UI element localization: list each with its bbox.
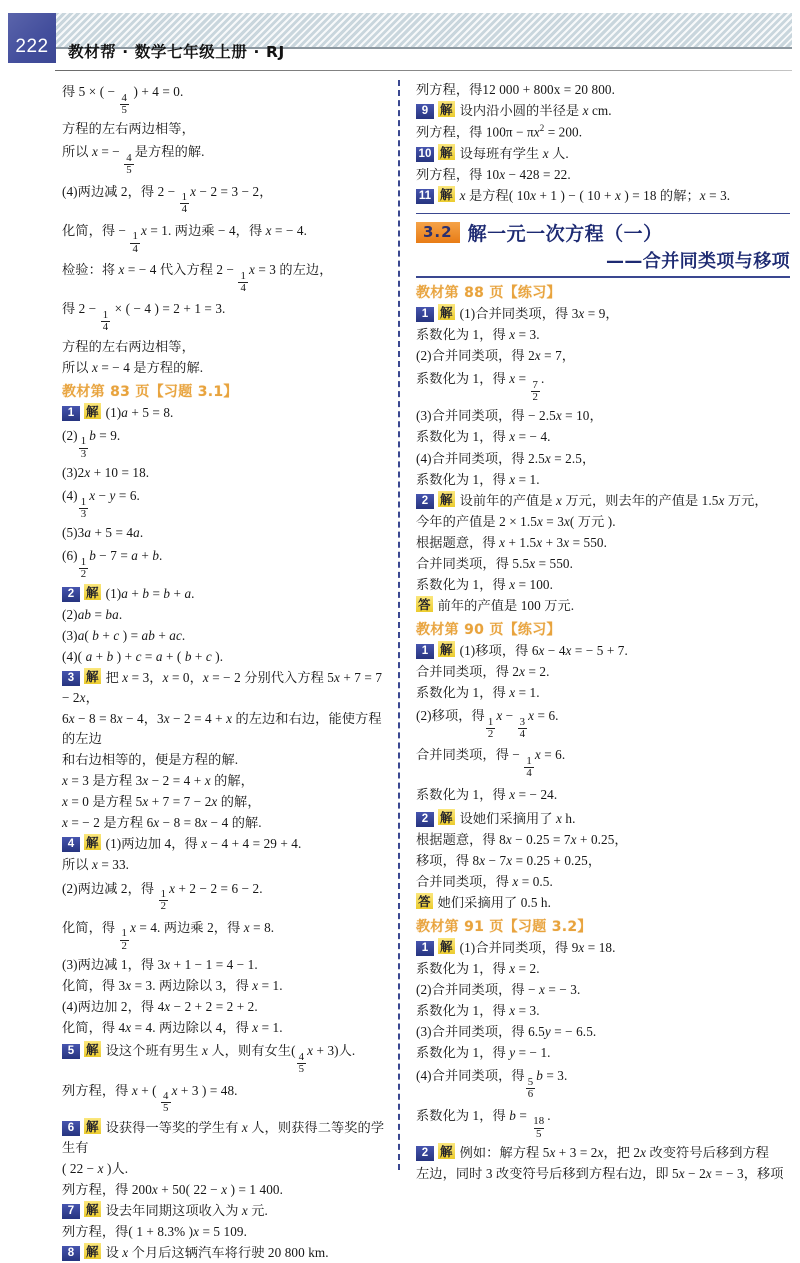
question-number-badge: 7: [62, 1204, 80, 1219]
solution-badge: 解: [440, 144, 453, 160]
answer-line: (3)合并同类项，得 6.5y = − 6.5.: [416, 1024, 597, 1040]
solution-badge: 解: [440, 809, 453, 825]
question-line: 11 解 x 是方程( 10x + 1 ) − ( 10 + x ) = 18 的解；x = 3.: [416, 186, 790, 206]
answer-line: (4)合并同类项，得 2.5x = 2.5，: [416, 450, 596, 466]
source-heading-83: 教材第 83 页【习题 3.1】: [62, 383, 238, 400]
page-number: 222: [15, 36, 49, 57]
source-heading-91: 教材第 91 页【习题 3.2】: [416, 919, 592, 936]
solution-badge: 解: [440, 939, 453, 955]
question-line: 1 解 (1)a + 5 = 8.: [62, 403, 386, 423]
answer-line: 系数化为 1，得 x = − 24.: [416, 786, 558, 802]
answer-line: (2)合并同类项，得 2x = 7，: [416, 348, 576, 364]
answer-line: 合并同类项，得 − $\frac{1}{4}$ x = 6.: [416, 747, 566, 780]
question-line: 3 解 把 x = 3，x = 0，x = − 2 分别代入方程 5x + 7 = 7 − 2x，: [62, 668, 383, 705]
answer-line: (2) $\frac{1}{3}$ b = 9.: [62, 427, 121, 460]
question-line: 2 解 例如：解方程 5x + 3 = 2x，把 2x 改变符号后移到方程: [416, 1143, 790, 1163]
answer-line: 列方程，得 $100\pi - \pi x^2 = 200$.: [416, 123, 583, 140]
question-number-badge: 6: [62, 1121, 80, 1136]
question-line: 4 解 (1)两边加 4，得 x − 4 + 4 = 29 + 4.: [62, 834, 386, 854]
section-title: 解一元一次方程（一）: [467, 223, 663, 246]
answer-line: (4)两边减 2，得 2 − $\frac{1}{4}$ x − 2 = 3 − 2，: [62, 183, 273, 216]
source-heading-88: 教材第 88 页【练习】: [416, 284, 561, 301]
solution-badge: 解: [440, 304, 453, 320]
answer-line: 系数化为 1，得 x = $\frac{7}{2}$ .: [416, 371, 545, 404]
question-line: 1 解 (1)移项，得 6x − 4x = − 5 + 7.: [416, 641, 790, 661]
answer-line: 所以 x = − $\frac{4}{5}$ 是方程的解.: [62, 144, 205, 177]
solution-badge: 解: [440, 102, 453, 118]
answer-line: 列方程，得 200x + 50( 22 − x ) = 1 400.: [62, 1181, 283, 1197]
answer-line: 系数化为 1，得 x = 1.: [416, 685, 540, 701]
answer-line: 列方程，得 10x − 428 = 22.: [416, 166, 571, 182]
answer-line: 所以 x = − 4 是方程的解.: [62, 359, 204, 375]
answer-badge: 答: [418, 894, 431, 910]
answer-line: (3)两边减 1，得 3x + 1 − 1 = 4 − 1.: [62, 957, 258, 972]
question-line: 1 解 (1)合并同类项，得 3x = 9，: [416, 304, 790, 324]
answer-line: x = 0 是方程 5x + 7 = 7 − 2x 的解，: [62, 794, 261, 810]
question-number-badge: 3: [62, 671, 80, 686]
answer-line: 所以 x = 33.: [62, 857, 130, 873]
question-number-badge: 1: [416, 941, 434, 956]
right-column: [398, 80, 800, 1182]
solution-badge: 解: [440, 491, 453, 507]
answer-line: 合并同类项，得 2x = 2.: [416, 664, 550, 680]
question-line: 7 解 设去年同期这项收入为 x 元.: [62, 1201, 386, 1221]
solution-badge: 解: [86, 835, 99, 851]
answer-line: 系数化为 1，得 y = − 1.: [416, 1045, 551, 1061]
section-header-3-2: [416, 213, 790, 278]
answer-badge: 答: [418, 596, 431, 612]
answer-line: (4) $\frac{1}{3}$ x − y = 6.: [62, 488, 140, 520]
answer-line: (3)a( b + c ) = ab + ac.: [62, 627, 186, 643]
question-line: 2 解 设前年的产值是 x 万元，则去年的产值是 1.5x 万元，: [416, 491, 790, 511]
answer-line: 化简，得 3x = 3. 两边除以 3，得 x = 1.: [62, 978, 283, 994]
answer-line: 化简，得 4x = 4. 两边除以 4，得 x = 1.: [62, 1020, 283, 1036]
question-number-badge: 1: [62, 406, 80, 421]
solution-badge: 解: [86, 1244, 99, 1260]
answer-line: 方程的左右两边相等，: [62, 121, 195, 137]
answer-line: 合并同类项，得 x = 0.5.: [416, 873, 553, 889]
answer-line: 化简，得 $\frac{1}{2}$ x = 4. 两边乘 2，得 x = 8.: [62, 919, 275, 952]
solution-badge: 解: [440, 186, 453, 202]
answer-line: 得 2 − $\frac{1}{4}$ × ( − 4 ) = 2 + 1 = 3.: [62, 301, 226, 334]
solution-badge: 解: [86, 1118, 99, 1134]
answer-line: (2)移项，得 $\frac{1}{2}$ x − $\frac{3}{4}$ x = 6.: [416, 708, 559, 741]
header-divider: [55, 70, 792, 71]
question-number-badge: 9: [416, 104, 434, 119]
question-number-badge: 1: [416, 307, 434, 322]
answer-line: x = 3 是方程 3x − 2 = 4 + x 的解，: [62, 773, 254, 789]
answer-line: 移项，得 8x − 7x = 0.25 + 0.25，: [416, 852, 602, 868]
answer-line: (5)3a + 5 = 4a.: [62, 525, 144, 541]
answer-line: 根据题意，得 x + 1.5x + 3x = 550.: [416, 534, 607, 550]
answer-line: (4)两边加 2，得 4x − 2 + 2 = 2 + 2.: [62, 999, 258, 1015]
solution-badge: 解: [440, 642, 453, 658]
answer-line: 列方程，得( 1 + 8.3% )x = 5 109.: [62, 1224, 247, 1240]
answer-line: (3)2x + 10 = 18.: [62, 465, 150, 480]
solution-badge: 解: [86, 668, 99, 684]
final-answer-line: [416, 596, 790, 616]
answer-line: 系数化为 1，得 x = 3.: [416, 1003, 540, 1019]
question-number-badge: 2: [416, 1146, 434, 1161]
answer-line: 系数化为 1，得 x = 2.: [416, 961, 540, 977]
answer-line: 和右边相等的，便是方程的解.: [62, 752, 239, 768]
source-heading-90: 教材第 90 页【练习】: [416, 622, 561, 639]
answer-line: (2)ab = ba.: [62, 606, 123, 622]
answer-line: 6x − 8 = 8x − 4，3x − 2 = 4 + x 的左边和右边，能使方程的左边: [62, 711, 382, 747]
solution-badge: 解: [440, 1143, 453, 1159]
solution-badge: 解: [86, 1042, 99, 1058]
question-number-badge: 2: [62, 587, 80, 602]
final-answer-text: 她们采摘用了 0.5 h.: [437, 895, 552, 911]
section-subtitle: ——合并同类项与移项: [606, 251, 790, 273]
question-number-badge: 4: [62, 837, 80, 852]
answer-line: (4)合并同类项，得 $\frac{5}{6}$ b = 3.: [416, 1068, 568, 1101]
question-number-badge: 2: [416, 494, 434, 509]
question-line: 2 解 设她们采摘用了 x h.: [416, 809, 790, 829]
page-number-badge: [8, 13, 56, 63]
answer-line: x = − 2 是方程 6x − 8 = 8x − 4 的解.: [62, 815, 262, 831]
answer-line: (2)两边减 2，得 $\frac{1}{2}$ x + 2 − 2 = 6 − 2.: [62, 880, 263, 913]
answer-line: (4)( a + b ) + c = a + ( b + c ).: [62, 648, 224, 664]
question-number-badge: 5: [62, 1044, 80, 1059]
question-number-badge: 10: [416, 147, 434, 162]
question-line: 1 解 (1)合并同类项，得 9x = 18.: [416, 938, 790, 958]
answer-line: (3)合并同类项，得 − 2.5x = 10，: [416, 408, 603, 424]
question-line: 5 解 设这个班有男生 x 人，则有女生( $\frac{4}{5}$ x + 3)人.: [62, 1039, 386, 1075]
book-title: 教材帮 · 数学七年级上册 · RJ: [68, 43, 285, 61]
question-line: 10 解 设每班有学生 x 人.: [416, 144, 790, 164]
question-line: 8 解 设 x 个月后这辆汽车将行驶 20 800 km.: [62, 1243, 386, 1263]
two-column-body: [0, 80, 800, 1261]
section-rule-top: [416, 213, 790, 215]
question-number-badge: 2: [416, 812, 434, 827]
answer-line: 检验：将 x = − 4 代入方程 2 − $\frac{1}{4}$ x = 3 的左边，: [62, 262, 333, 294]
question-number-badge: 8: [62, 1246, 80, 1261]
answer-line: 系数化为 1，得 x = 3.: [416, 327, 540, 343]
answer-line: (2)合并同类项，得 − x = − 3.: [416, 982, 581, 998]
section-number-tag: 3.2: [416, 222, 460, 243]
section-title-row: [416, 219, 790, 246]
question-line: 9 解 设内沿小圆的半径是 x cm.: [416, 101, 790, 121]
final-answer-line: [416, 893, 790, 913]
left-column: [0, 80, 398, 1261]
answer-line: 化简，得 − $\frac{1}{4}$ x = 1. 两边乘 − 4，得 x = − 4.: [62, 222, 307, 255]
answer-line: 列方程，得12 000 + 800x = 20 800.: [416, 82, 616, 97]
solution-badge: 解: [86, 403, 99, 419]
page-header: [0, 0, 800, 74]
question-number-badge: 11: [416, 189, 434, 204]
question-number-badge: 1: [416, 644, 434, 659]
answer-line: 合并同类项，得 5.5x = 550.: [416, 555, 573, 571]
answer-line: (6) $\frac{1}{2}$ b − 7 = a + b.: [62, 548, 163, 581]
solution-badge: 解: [86, 584, 99, 600]
answer-line: 系数化为 1，得 x = − 4.: [416, 429, 551, 445]
question-line: 2 解 (1)a + b = b + a.: [62, 584, 386, 604]
answer-line: 系数化为 1，得 b = $\frac{18}{5}$ .: [416, 1107, 551, 1140]
answer-line: 得 5 × ( − $\frac{4}{5}$ ) + 4 = 0.: [62, 84, 184, 116]
answer-line: ( 22 − x )人.: [62, 1160, 129, 1176]
answer-line: 方程的左右两边相等，: [62, 338, 195, 354]
answer-line: 根据题意，得 8x − 0.25 = 7x + 0.25，: [416, 831, 628, 847]
answer-line: 今年的产值是 2 × 1.5x = 3x( 万元 ).: [416, 513, 616, 529]
solution-badge: 解: [86, 1202, 99, 1217]
final-answer-text: 前年的产值是 100 万元.: [437, 597, 575, 613]
section-rule-bottom: [416, 276, 790, 278]
answer-line: 系数化为 1，得 x = 100.: [416, 576, 553, 592]
answer-line: 列方程，得 x + ( $\frac{4}{5}$ x + 3 ) = 48.: [62, 1082, 238, 1115]
answer-line: 系数化为 1，得 x = 1.: [416, 471, 540, 487]
answer-line: 左边，同时 3 改变符号后移到方程右边，即 5x − 2x = − 3，移项: [416, 1166, 784, 1182]
question-line: 6 解 设获得一等奖的学生有 x 人，则获得二等奖的学生有: [62, 1118, 385, 1155]
